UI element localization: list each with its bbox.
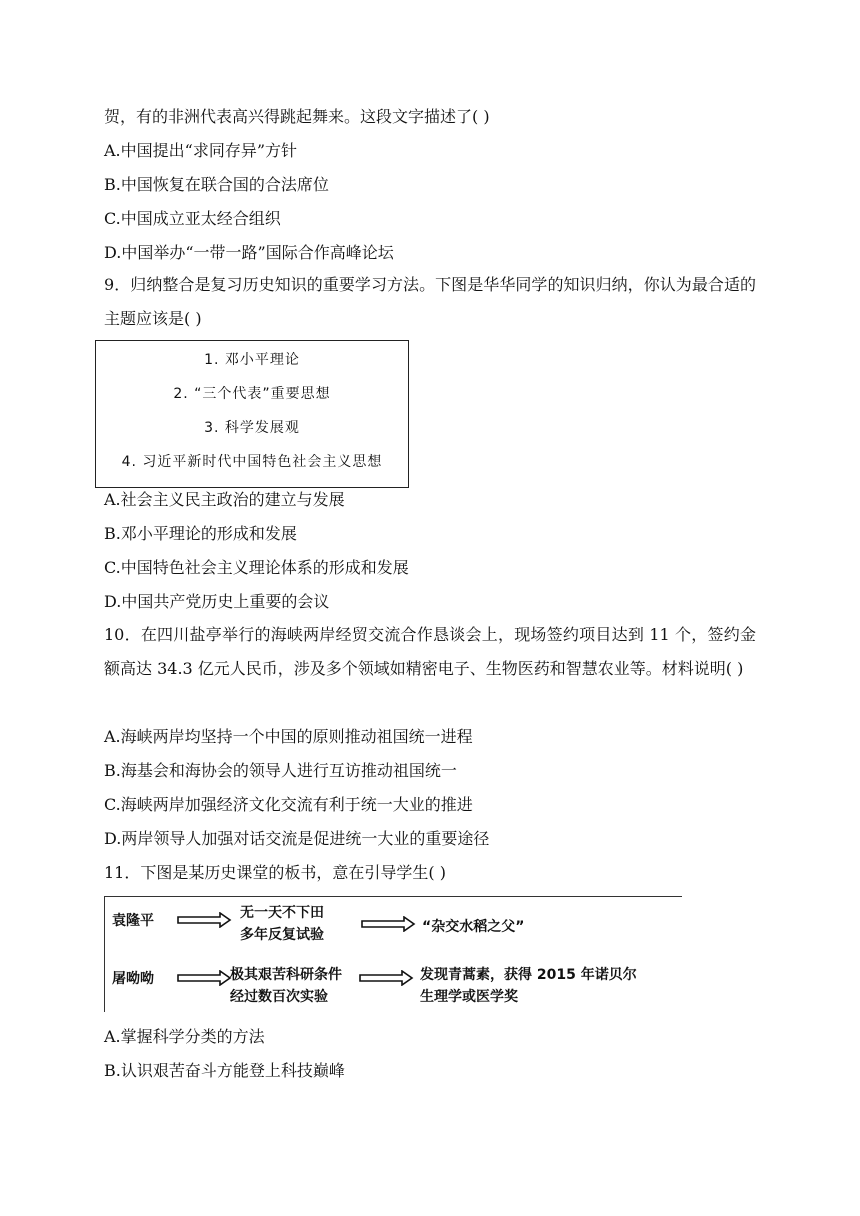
- q11-option-b: B.认识艰苦奋斗方能登上科技巅峰: [104, 1061, 345, 1080]
- q11-stem: 11．下图是某历史课堂的板书，意在引导学生( ): [104, 863, 446, 882]
- q10-option-b: B.海基会和海协会的领导人进行互访推动祖国统一: [104, 761, 457, 780]
- board-row2-name: 屠呦呦: [112, 971, 154, 987]
- board-row1-result: “杂交水稻之父”: [422, 919, 525, 935]
- q9-stem: 9．归纳整合是复习历史知识的重要学习方法。下图是华华同学的知识归纳，你认为最合适的主题应该是( ): [104, 275, 756, 328]
- board-top-border: [104, 896, 682, 897]
- board-row2-arrow1-icon: [176, 970, 232, 986]
- board-row1-middle1: 无一天不下田: [240, 905, 324, 921]
- board-row2-middle1: 极其艰苦科研条件: [230, 967, 342, 983]
- q9-option-c: C.中国特色社会主义理论体系的形成和发展: [104, 558, 409, 577]
- q11-option-a: A.掌握科学分类的方法: [104, 1027, 265, 1046]
- q9-option-a: A.社会主义民主政治的建立与发展: [104, 490, 345, 509]
- q9-option-d: D.中国共产党历史上重要的会议: [104, 592, 330, 611]
- q9-option-b: B.邓小平理论的形成和发展: [104, 524, 297, 543]
- q10-option-d: D.两岸领导人加强对话交流是促进统一大业的重要途径: [104, 829, 490, 848]
- board-row1-name: 袁隆平: [112, 913, 154, 929]
- q8-stem-tail: 贺，有的非洲代表高兴得跳起舞来。这段文字描述了( ): [104, 107, 490, 126]
- board-left-border: [104, 896, 105, 1012]
- q10-option-a: A.海峡两岸均坚持一个中国的原则推动祖国统一进程: [104, 727, 473, 746]
- q8-option-c: C.中国成立亚太经合组织: [104, 209, 281, 228]
- q11-blackboard-image: [104, 894, 684, 1014]
- q9-box-line-3: 3. 科学发展观: [204, 420, 300, 436]
- board-row2-result1: 发现青蒿素，获得 2015 年诺贝尔: [420, 967, 637, 983]
- q9-summary-box: [95, 340, 409, 488]
- q8-option-d: D.中国举办“一带一路”国际合作高峰论坛: [104, 243, 394, 262]
- q8-option-b: B.中国恢复在联合国的合法席位: [104, 175, 329, 194]
- q9-box-line-1: 1. 邓小平理论: [204, 352, 300, 368]
- q9-box-line-4: 4. 习近平新时代中国特色社会主义思想: [121, 454, 383, 470]
- board-row1-middle2: 多年反复试验: [240, 927, 324, 943]
- q10-stem: 10．在四川盐亭举行的海峡两岸经贸交流合作恳谈会上，现场签约项目达到 11 个，签约金额高达 34.3 亿元人民币，涉及多个领域如精密电子、生物医药和智慧农业等。材料说明( ): [104, 625, 756, 678]
- q10-option-c: C.海峡两岸加强经济文化交流有利于统一大业的推进: [104, 795, 473, 814]
- q8-option-a: A.中国提出“求同存异”方针: [104, 141, 298, 160]
- q9-box-line-2: 2. “三个代表”重要思想: [173, 386, 331, 402]
- board-row1-arrow2-icon: [360, 916, 416, 932]
- board-row2-middle2: 经过数百次实验: [230, 989, 328, 1005]
- board-row2-arrow2-icon: [358, 970, 414, 986]
- board-row1-arrow1-icon: [176, 912, 232, 928]
- board-row2-result2: 生理学或医学奖: [420, 989, 518, 1005]
